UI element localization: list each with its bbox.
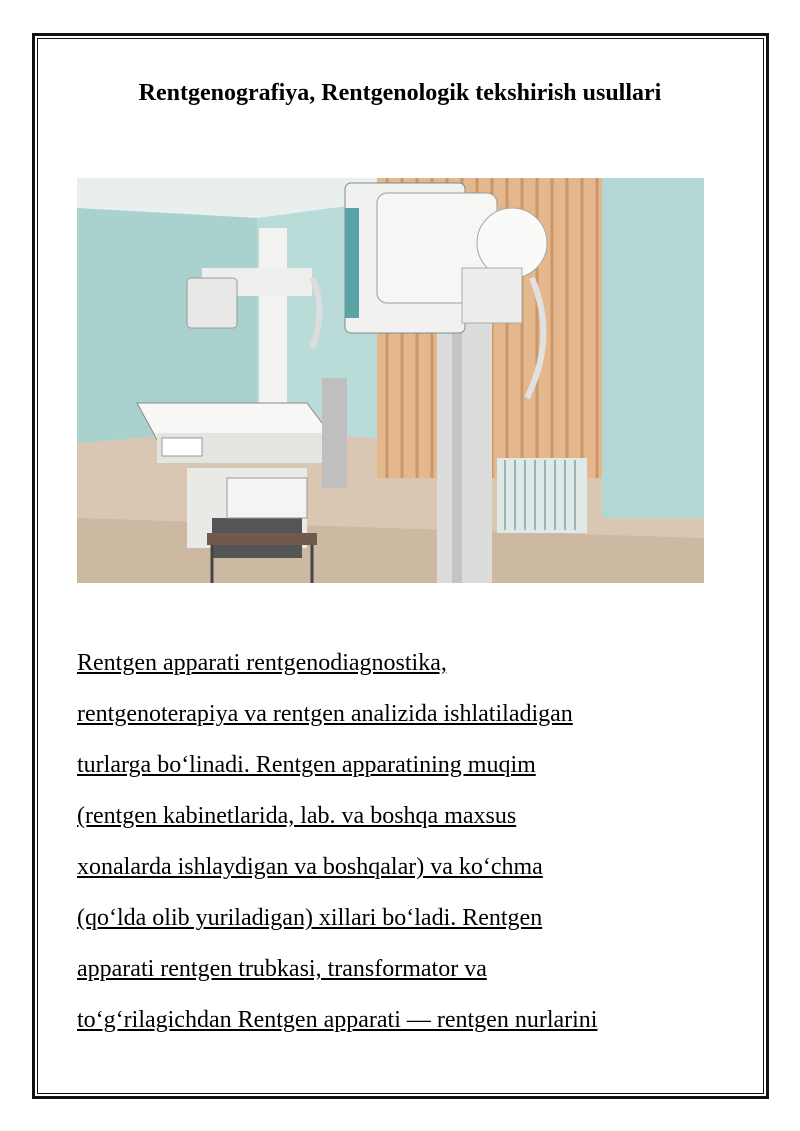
text-line: Rentgen apparati rentgenodiagnostika, [77, 650, 447, 676]
body-paragraph [77, 640, 737, 1048]
text-line: apparati rentgen trubkasi, transformator va [77, 956, 487, 982]
text-line: (qo‘lda olib yuriladigan) xillari bo‘ladi. Rentgen [77, 905, 543, 931]
text-line: rentgenoterapiya va rentgen analizida ishlatiladigan [77, 701, 573, 727]
text-line: to‘g‘rilagichdan Rentgen apparati — rentgen nurlarini [77, 1007, 598, 1033]
text-line: (rentgen kabinetlarida, lab. va boshqa maxsus [77, 803, 517, 829]
page-title: Rentgenografiya, Rentgenologik tekshirish usullari [138, 80, 662, 106]
text-line: turlarga bo‘linadi. Rentgen apparatining muqim [77, 752, 536, 778]
xray-machine-photo [77, 178, 704, 583]
text-line: xonalarda ishlaydigan va boshqalar) va ko‘chma [77, 854, 543, 880]
